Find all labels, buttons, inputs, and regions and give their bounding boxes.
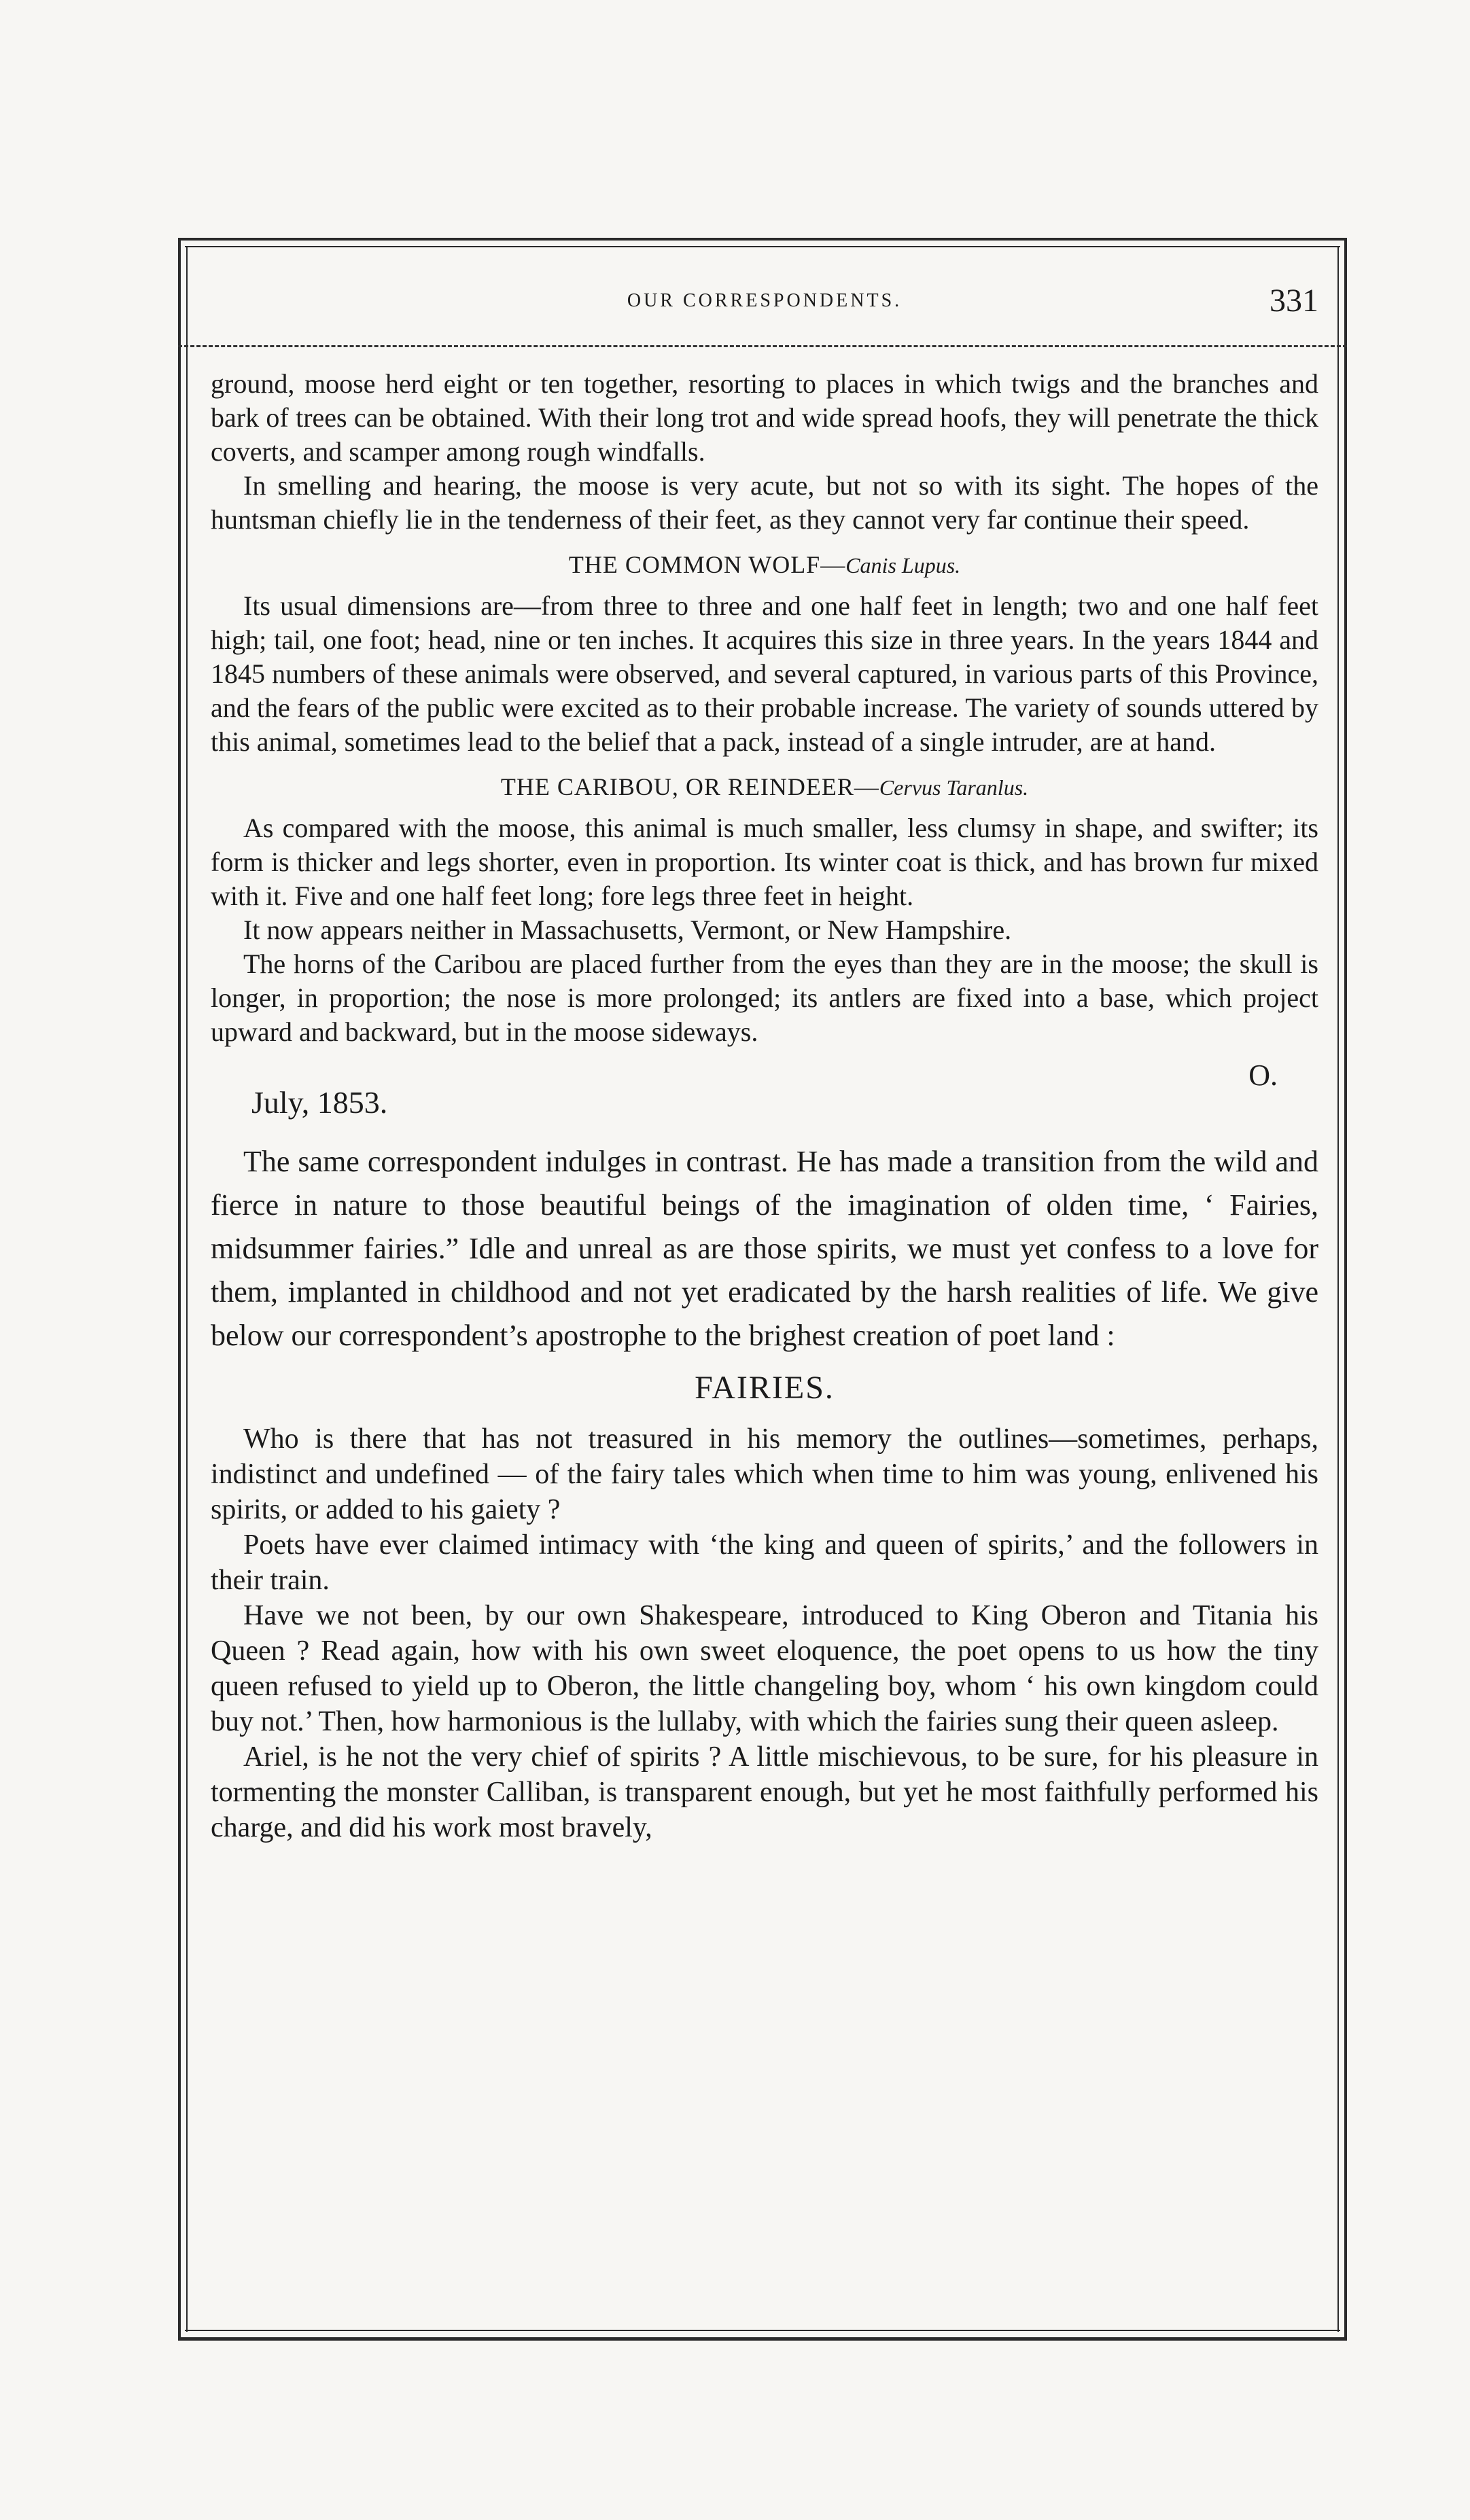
border-bottom-inner (185, 2330, 1340, 2331)
paragraph-caribou-description: As compared with the moose, this animal is much smaller, less clumsy in shape, and swifter; its form is thicker and legs shorter, even in proportion. Its winter coat is thick, and has brown fur mixed with it. Five and one half feet long; fore legs three feet in height. (211, 813, 1318, 911)
signature: O. (1248, 1059, 1278, 1092)
paragraph-moose-senses: In smelling and hearing, the moose is very acute, but not so with its sight. The hopes of the huntsman chiefly lie in the tenderness of their feet, as they cannot very far continue their speed. (211, 470, 1318, 535)
paragraph-fairies-ariel: Ariel, is he not the very chief of spirits ? A little mischievous, to be sure, for his pleasure in tormenting the monster Calliban, is transparent enough, but yet he most faithfully performed his charge, and did his work most bravely, (211, 1741, 1318, 1843)
paragraph-fairies-poets: Poets have ever claimed intimacy with ‘the king and queen of spirits,’ and the followers in their train. (211, 1529, 1318, 1596)
caribou-heading-text: THE CARIBOU, OR REINDEER— (500, 773, 879, 800)
paragraph-moose-continued: ground, moose herd eight or ten together, resorting to places in which twigs and the branches and bark of trees can be obtained. With their long trot and wide spread hoofs, they will penetrate the thick coverts, and scamper among rough windfalls. (211, 368, 1318, 467)
running-head: OUR CORRESPONDENTS. (627, 290, 903, 311)
page-header (211, 282, 1318, 336)
border-left-outer (178, 238, 181, 2341)
page-body (211, 367, 1318, 1845)
header-rule (178, 345, 1347, 347)
editorial-intro (211, 1140, 1318, 1357)
border-top-outer (178, 238, 1347, 241)
border-left-inner (186, 246, 188, 2332)
border-right-outer (1344, 238, 1347, 2341)
page-number: 331 (1270, 283, 1318, 319)
paragraph-fairies-shakespeare: Have we not been, by our own Shakespeare, introduced to King Oberon and Titania his Queen ? Read again, how with his own sweet eloquence, the poet opens to us how the tiny queen refused to yield up to Oberon, the little changeling boy, whom ‘ his own kingdom could buy not.’ Then, how harmonious is the lullaby, with which the fairies sung their queen asleep. (211, 1600, 1318, 1737)
paragraph-caribou-horns: The horns of the Caribou are placed further from the eyes than they are in the moose; the skull is longer, in proportion; the nose is more prolonged; its antlers are fixed into a base, which project upward and backward, but in the moose sideways. (211, 948, 1318, 1047)
paragraph-caribou-range: It now appears neither in Massachusetts, Vermont, or New Hampshire. (243, 915, 1012, 945)
paragraph-wolf: Its usual dimensions are—from three to three and one half feet in length; two and one half feet high; tail, one foot; head, nine or ten inches. It acquires this size in three years. In the years 1844 and 1845 numbers of these animals were observed, and several captured, in various parts of this Province, and the fears of the public were excited as to their probable increase. The variety of sounds uttered by this animal, sometimes lead to the belief that a pack, instead of a single intruder, are at hand. (211, 590, 1318, 757)
fairies-section (211, 1421, 1318, 1845)
fairies-title: FAIRIES. (695, 1370, 835, 1406)
border-right-inner (1337, 246, 1339, 2332)
dateline: July, 1853. (251, 1085, 388, 1120)
border-bottom-outer (178, 2337, 1347, 2341)
paragraph-editorial-intro: The same correspondent indulges in contrast. He has made a transition from the wild and fierce in nature to those beautiful beings of the imagination of olden time, ‘ Fairies, midsummer fairies.” Idle and unreal as are those spirits, we must yet confess to a love for them, implanted in childhood and not yet eradicated by the harsh realities of life. We give below our correspondent’s apostrophe to the brighest creation of poet land : (211, 1145, 1318, 1352)
section-heading-wolf (211, 548, 1318, 582)
paragraph-fairies-memory: Who is there that has not treasured in his memory the outlines—sometimes, perhaps, indistinct and undefined — of the fairy tales which when time to him was young, enlivened his spirits, or added to his gaiety ? (211, 1423, 1318, 1525)
wolf-latin-name: Canis Lupus. (845, 553, 961, 578)
caribou-latin-name: Cervus Taranlus. (879, 775, 1029, 800)
border-top-inner (185, 246, 1340, 247)
wolf-heading-text: THE COMMON WOLF— (568, 551, 846, 578)
section-heading-caribou (211, 770, 1318, 804)
